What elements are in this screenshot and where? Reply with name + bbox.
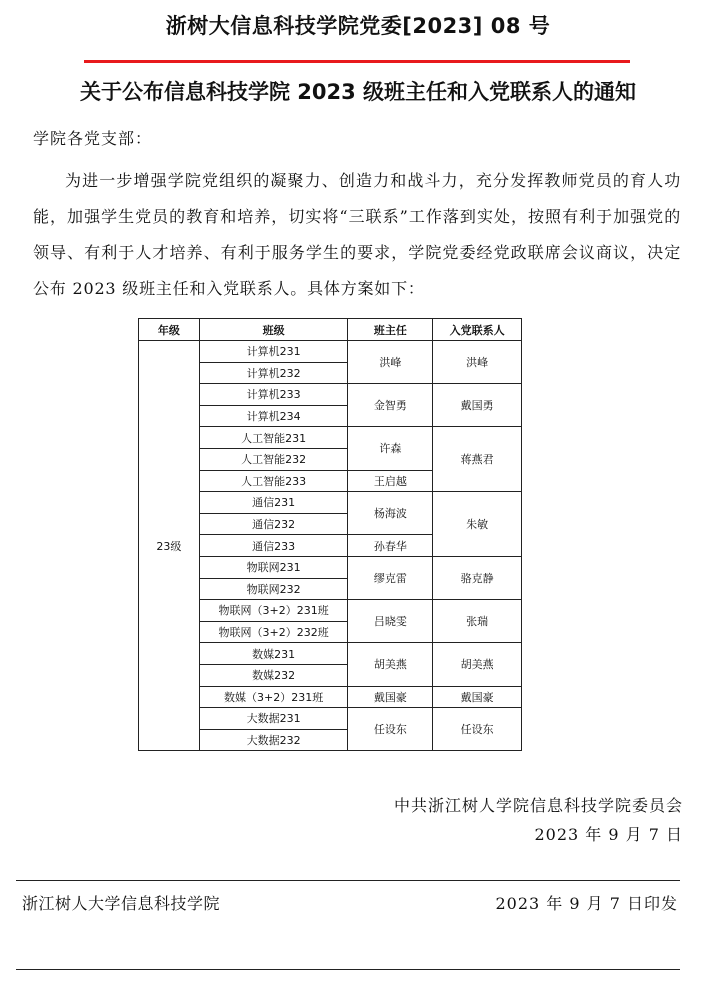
- head-teacher-cell: 缪克雷: [348, 556, 433, 599]
- class-cell: 大数据231: [199, 708, 348, 730]
- class-cell: 数媒231: [199, 643, 348, 665]
- party-contact-cell: 胡美燕: [433, 643, 522, 686]
- class-cell: 数媒（3+2）231班: [199, 686, 348, 708]
- header-class: 班级: [199, 319, 348, 341]
- head-teacher-cell: 洪峰: [348, 341, 433, 384]
- header-head-teacher: 班主任: [348, 319, 433, 341]
- party-contact-cell: 戴国勇: [433, 384, 522, 427]
- signature-block: [394, 791, 683, 849]
- head-teacher-cell: 金智勇: [348, 384, 433, 427]
- head-teacher-cell: 许森: [348, 427, 433, 470]
- document-title: 关于公布信息科技学院 2023 级班主任和入党联系人的通知: [79, 80, 637, 104]
- head-teacher-cell: 戴国豪: [348, 686, 433, 708]
- class-cell: 通信231: [199, 492, 348, 514]
- header-grade: 年级: [139, 319, 200, 341]
- head-teacher-cell: 王启越: [348, 470, 433, 492]
- class-cell: 计算机234: [199, 405, 348, 427]
- footer-bottom-rule: [16, 969, 680, 970]
- class-cell: 通信232: [199, 513, 348, 535]
- party-contact-cell: 骆克静: [433, 556, 522, 599]
- class-cell: 物联网231: [199, 556, 348, 578]
- class-cell: 人工智能232: [199, 448, 348, 470]
- head-teacher-cell: 杨海波: [348, 492, 433, 535]
- class-cell: 大数据232: [199, 729, 348, 751]
- signing-date: 2023 年 9 月 7 日: [534, 825, 683, 844]
- party-contact-cell: 朱敏: [433, 492, 522, 557]
- class-cell: 通信233: [199, 535, 348, 557]
- class-cell: 数媒232: [199, 664, 348, 686]
- document-number: 浙树大信息科技学院党委[2023] 08 号: [165, 14, 551, 38]
- class-cell: 计算机232: [199, 362, 348, 384]
- party-contact-cell: 洪峰: [433, 341, 522, 384]
- head-teacher-cell: 胡美燕: [348, 643, 433, 686]
- head-teacher-cell: 吕晓雯: [348, 600, 433, 643]
- class-cell: 物联网（3+2）231班: [199, 600, 348, 622]
- class-cell: 物联网（3+2）232班: [199, 621, 348, 643]
- party-contact-cell: 张瑞: [433, 600, 522, 643]
- header-party-contact: 入党联系人: [433, 319, 522, 341]
- body-paragraph: 为进一步增强学院党组织的凝聚力、创造力和战斗力，充分发挥教师党员的育人功能，加强学生党员的教育和培养，切实将“三联系”工作落到实处，按照有利于加强党的领导、有利于人才培养、有利于服务学生的要求，学院党委经党政联席会议商议，决定公布 2023 级班主任和入党联系人。具体方案如下：: [33, 171, 681, 298]
- party-contact-cell: 任设东: [433, 708, 522, 751]
- class-cell: 人工智能231: [199, 427, 348, 449]
- table-row: [139, 341, 522, 363]
- signing-organization: 中共浙江树人学院信息科技学院委员会: [393, 796, 683, 815]
- red-divider: [84, 60, 630, 63]
- class-cell: 人工智能233: [199, 470, 348, 492]
- table-header-row: [139, 319, 522, 341]
- head-teacher-cell: 任设东: [348, 708, 433, 751]
- assignment-table: [138, 318, 522, 751]
- class-cell: 计算机233: [199, 384, 348, 406]
- issuer: 浙江树人大学信息科技学院: [22, 894, 221, 913]
- salutation: 学院各党支部：: [33, 129, 153, 148]
- footer-top-rule: [16, 880, 680, 881]
- class-cell: 计算机231: [199, 341, 348, 363]
- class-cell: 物联网232: [199, 578, 348, 600]
- head-teacher-cell: 孙春华: [348, 535, 433, 557]
- party-contact-cell: 蒋燕君: [433, 427, 522, 492]
- grade-cell: 23级: [139, 341, 200, 751]
- issue-date: 2023 年 9 月 7 日印发: [495, 894, 678, 913]
- party-contact-cell: 戴国豪: [433, 686, 522, 708]
